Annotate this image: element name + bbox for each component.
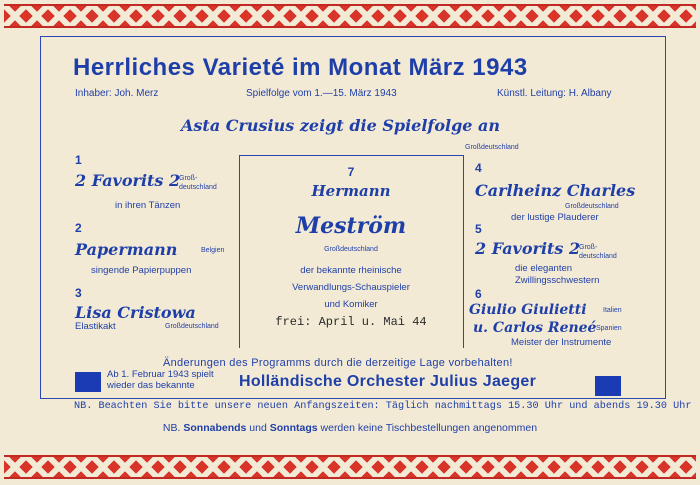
weekend-nb: NB. [162, 422, 181, 434]
act-3-desc: Elastikakt [75, 321, 116, 332]
act-7-desc-2: Verwandlungs-Schauspieler [292, 282, 410, 293]
act-3-number: 3 [75, 286, 82, 300]
act-6-name-1: Giulio Giulietti [469, 302, 587, 318]
owner-line: Inhaber: Joh. Merz [75, 88, 159, 99]
act-7-desc-3: und Komiker [324, 299, 378, 310]
act-5-name: 2 Favorits 2 [475, 239, 581, 258]
act-5-number: 5 [475, 222, 482, 236]
act-1-desc: in ihren Tänzen [115, 200, 181, 211]
orchestra-intro-line-1: Ab 1. Februar 1943 spielt [107, 369, 214, 380]
center-box-top [239, 155, 464, 156]
act-2-desc: singende Papierpuppen [91, 265, 192, 276]
weekend-notice [0, 422, 700, 434]
act-7-country: Großdeutschland [324, 246, 378, 253]
orchestra-intro-line-2: wieder das bekannte [107, 380, 195, 391]
program-frame [40, 36, 666, 399]
act-6-desc: Meister der Instrumente [511, 337, 612, 348]
act-3-name: Lisa Cristowa [75, 303, 196, 322]
act-4-desc: der lustige Plauderer [511, 212, 599, 223]
act-6-country-1: Italien [603, 307, 622, 314]
column-divider-left [239, 155, 240, 348]
decorative-border-bottom [4, 455, 696, 479]
decorative-border-top [4, 4, 696, 28]
act-6-country-2: Spanien [596, 325, 622, 332]
program-dates: Spielfolge vom 1.—15. März 1943 [246, 88, 397, 99]
act-2-country: Belgien [201, 247, 225, 254]
act-4-country: Großdeutschland [565, 203, 619, 210]
weekend-and: und [249, 422, 267, 434]
presenter-country: Großdeutschland [465, 144, 519, 151]
blue-square-left [75, 372, 101, 392]
opening-hours: NB. Beachten Sie bitte unsere neuen Anfangszeiten: Täglich nachmittags 15.30 Uhr und abends 19.30 Uhr [74, 401, 692, 412]
blue-square-right [595, 376, 621, 396]
changes-notice: Änderungen des Programms durch die derzeitige Lage vorbehalten! [163, 357, 513, 369]
act-2-number: 2 [75, 221, 82, 235]
act-6-name-2: u. Carlos Reneé [473, 320, 597, 336]
orchestra-name: Holländische Orchester Julius Jaeger [239, 373, 537, 390]
act-3-country: Großdeutschland [165, 323, 219, 330]
orchestra-intro [107, 369, 214, 391]
act-1-number: 1 [75, 153, 82, 167]
act-1-country: Groß- deutschland [179, 175, 217, 191]
weekend-sundays: Sonntags [269, 422, 318, 434]
act-4-number: 4 [475, 161, 482, 175]
act-5-country: Groß- deutschland [579, 244, 617, 260]
presenter-line: Asta Crusius zeigt die Spielfolge an [181, 116, 500, 135]
act-7-first-name: Hermann [311, 182, 391, 200]
act-7-desc-1: der bekannte rheinische [300, 265, 402, 276]
artistic-direction: Künstl. Leitung: H. Albany [497, 88, 612, 99]
act-7-last-name: Meström [295, 213, 407, 239]
availability-stamp: frei: April u. Mai 44 [275, 315, 427, 329]
page-title: Herrliches Varieté im Monat März 1943 [73, 54, 528, 81]
act-4-name: Carlheinz Charles [475, 181, 636, 200]
act-7-number: 7 [347, 165, 355, 179]
act-5-desc: die eleganten Zwillingsschwestern [515, 263, 600, 286]
act-1-name: 2 Favorits 2 [75, 171, 181, 190]
act-6-number: 6 [475, 287, 482, 301]
weekend-saturdays: Sonnabends [183, 422, 247, 434]
column-divider-right [463, 155, 464, 348]
weekend-rest: werden keine Tischbestellungen angenommen [320, 422, 538, 434]
act-2-name: Papermann [75, 240, 178, 259]
